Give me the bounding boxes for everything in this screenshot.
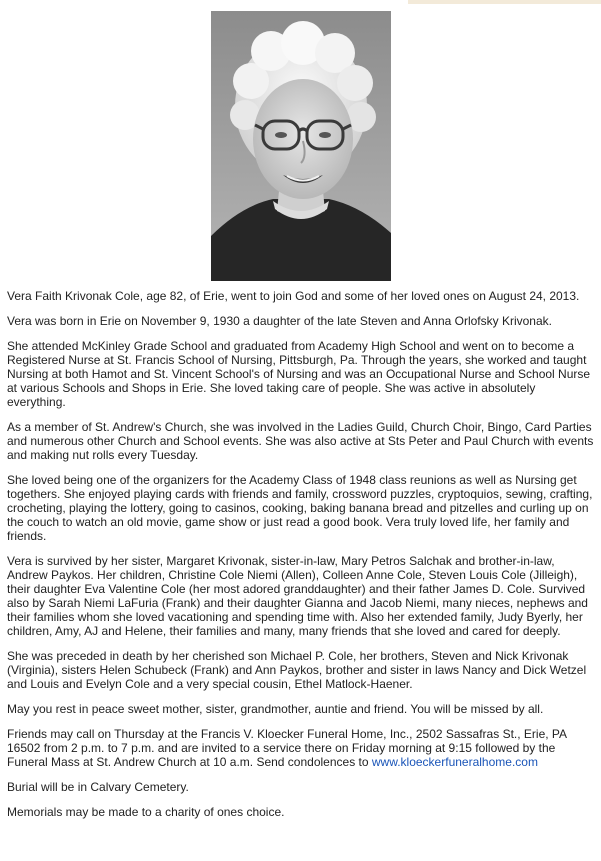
obituary-intro: Vera Faith Krivonak Cole, age 82, of Erie, went to join God and some of her loved ones on August 24, 2013. (7, 289, 580, 303)
obituary-text (7, 289, 595, 830)
obituary-burial: Burial will be in Calvary Cemetery. (7, 780, 189, 794)
obituary-preceded-by: She was preceded in death by her cherished son Michael P. Cole, her brothers, Steven and Nick Krivonak (Virginia), sisters Helen Schubeck (Frank) and Ann Paykos, brother and sister in laws Nancy and Dick Wetzel and Louis and Evelyn Cole and a very special cousin, Ethel Matlock-Haener. (7, 649, 587, 691)
visitation-text: Friends may call on Thursday at the Francis V. Kloecker Funeral Home, Inc., 2502 Sassafras St., Erie, PA 16502 from 2 p.m. to 7 p.m. and are invited to a service there on Friday morning at 9:15 followed by the Funeral Mass at St. Andrew Church at 10 a.m. Send condolences to (7, 727, 567, 769)
corner-strip (408, 0, 601, 4)
obituary-birth: Vera was born in Erie on November 9, 1930 a daughter of the late Steven and Anna Orlofsky Krivonak. (7, 314, 552, 328)
obituary-church: As a member of St. Andrew's Church, she was involved in the Ladies Guild, Church Choir, Bingo, Card Parties and numerous other Church and School events. She was also active at Sts Peter and Paul Church with events and making nut rolls every Tuesday. (7, 420, 594, 462)
funeral-home-link[interactable]: www.kloeckerfuneralhome.com (371, 755, 538, 769)
obituary-farewell: May you rest in peace sweet mother, sister, grandmother, auntie and friend. You will be missed by all. (7, 702, 544, 716)
obituary-visitation (7, 727, 595, 769)
obituary-survived-by: Vera is survived by her sister, Margaret Krivonak, sister-in-law, Mary Petros Salchak and brother-in-law, Andrew Paykos. Her children, Christine Cole Niemi (Allen), Colleen Anne Cole, Steven Louis Cole (Jilleigh), their daughter Eva Valentine Cole (her most adored granddaughter) and their father James D. Cole. Survived also by Sarah Niemi LaFuria (Frank) and their daughter Gianna and Jacob Niemi, many nieces, nephews and their families whom she loved vacationing and spending time with. Also her extended family, Judy Byerly, her children, Amy, AJ and Helene, their families and many, many friends that she loved and cared for deeply. (7, 554, 588, 638)
portrait-photo (211, 11, 391, 281)
obituary-hobbies: She loved being one of the organizers for the Academy Class of 1948 class reunions as well as Nursing get togethers. She enjoyed playing cards with friends and family, crossword puzzles, cryptoquios, sewing, crafting, crocheting, playing the lottery, going to casinos, cooking, baking banana bread and pitzelles and curling up on the couch to watch an old movie, game show or just read a good book. Vera truly loved life, her family and friends. (7, 473, 593, 543)
obituary-career: She attended McKinley Grade School and graduated from Academy High School and went on to become a Registered Nurse at St. Francis School of Nursing, Pittsburgh, Pa. Through the years, she worked and taught Nursing at both Hamot and St. Vincent School's of Nursing and was an Occupational Nurse and School Nurse at various Schools and Shops in Erie. She loved taking care of people. She was active in absolutely everything. (7, 339, 591, 409)
obituary-memorials: Memorials may be made to a charity of ones choice. (7, 805, 285, 819)
